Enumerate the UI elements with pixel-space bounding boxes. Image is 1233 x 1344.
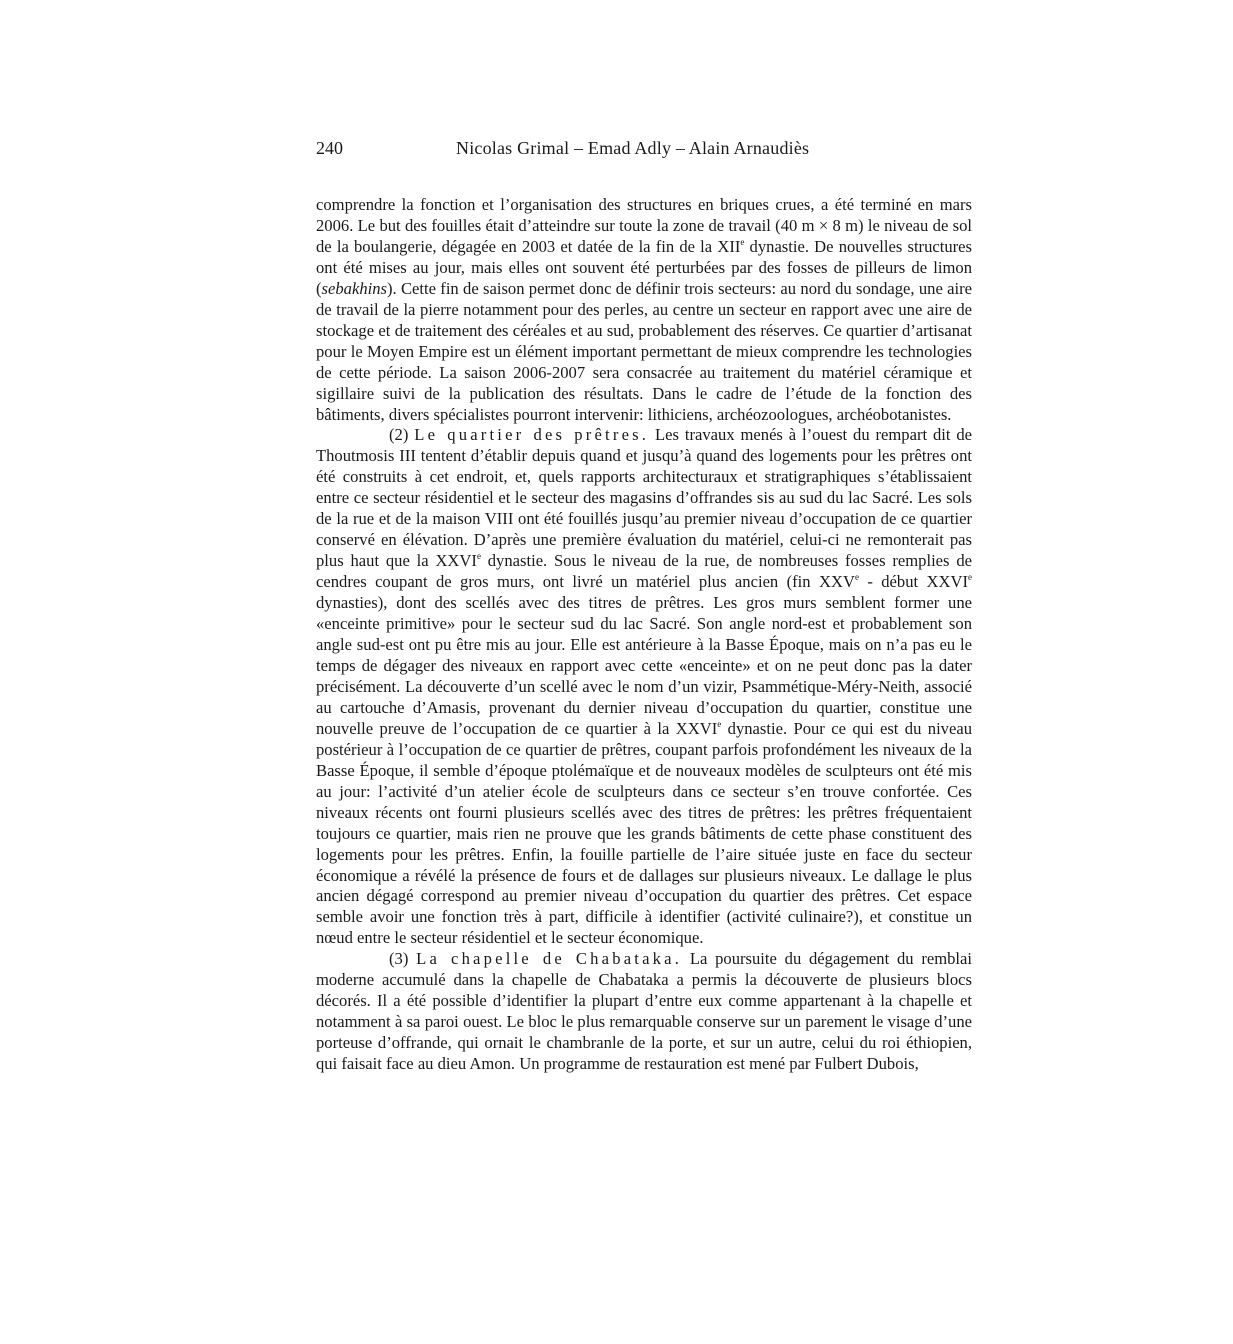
- section-number: (3): [389, 949, 417, 969]
- running-header: [316, 138, 974, 166]
- section-heading: La chapelle de Chabataka.: [416, 949, 683, 969]
- running-head-authors: Nicolas Grimal – Emad Adly – Alain Arnaudiès: [456, 138, 810, 158]
- italic-term: sebakhins: [321, 278, 387, 298]
- section-heading: Le quartier des prêtres.: [414, 425, 650, 445]
- body-text: [316, 195, 972, 1075]
- paragraph-1: comprendre la fonction et l’organisation des structures en briques crues, a été terminé en mars 2006. Le but des fouilles était d’atteindre sur toute la zone de travail (40 m × 8 m) le niveau de sol de la boulangerie, dégagée en 2003 et datée de la fin de la XIIe dynastie. De nouvelles structures ont été mises au jour, mais elles ont souvent été perturbées par des fosses de pilleurs de limon (sebakhins). Cette fin de saison permet donc de définir trois secteurs: au nord du sondage, une aire de travail de la pierre notamment pour des perles, au centre un secteur en rapport avec une aire de stockage et de traitement des céréales et au sud, probablement des réserves. Ce quartier d’artisanat pour le Moyen Empire est un élément important permettant de mieux comprendre les technologies de cette période. La saison 2006-2007 sera consacrée au traitement du matériel céramique et sigillaire suivi de la publication des résultats. Dans le cadre de l’étude de la fonction des bâtiments, divers spécialistes pourront intervenir: lithiciens, archéozoologues, archéobotanistes.: [316, 195, 972, 424]
- paragraph-3: (3) La chapelle de Chabataka. La poursuite du dégagement du remblai moderne accumulé dans la chapelle de Chabataka a permis la découverte de plusieurs blocs décorés. Il a été possible d’identifier la plupart d’entre eux comme appartenant à la chapelle et notamment à sa paroi ouest. Le bloc le plus remarquable conserve sur un parement le visage d’une porteuse d’offrande, qui ornait le chambranle de la porte, et sur un autre, celui du roi éthiopien, qui faisait face au dieu Amon. Un programme de restauration est mené par Fulbert Dubois,: [316, 949, 972, 1074]
- paragraph-2: (2) Le quartier des prêtres. Les travaux menés à l’ouest du rempart dit de Thoutmosis III tentent d’établir depuis quand et jusqu’à quand des logements pour les prêtres ont été construits à cet endroit, et, quels rapports architecturaux et stratigraphiques s’établissaient entre ce secteur résidentiel et le secteur des magasins d’offrandes sis au sud du lac Sacré. Les sols de la rue et de la maison VIII ont été fouillés jusqu’au premier niveau d’occupation de ce quartier conservé en élévation. D’après une première évaluation du matériel, celui-ci ne remonterait pas plus haut que la XXVIe dynastie. Sous le niveau de la rue, de nombreuses fosses remplies de cendres coupant de gros murs, ont livré un matériel plus ancien (fin XXVe - début XXVIe dynasties), dont des scellés avec des titres de prêtres. Les gros murs semblent former une «enceinte primitive» pour le secteur sud du lac Sacré. Son angle nord-est et probablement son angle sud-est ont pu être mis au jour. Elle est antérieure à la Basse Époque, mais on n’a pas eu le temps de dégager des niveaux en rapport avec cette «enceinte» et on ne peut donc pas la dater précisément. La découverte d’un scellé avec le nom d’un vizir, Psammétique-Méry-Neith, associé au cartouche d’Amasis, provenant du dernier niveau d’occupation du quartier, constitue une nouvelle preuve de l’occupation de ce quartier à la XXVIe dynastie. Pour ce qui est du niveau postérieur à l’occupation de ce quartier de prêtres, coupant parfois profondément les niveaux de la Basse Époque, il semble d’époque ptolémaïque et de nouveaux modèles de sculpteurs ont été mis au jour: l’activité d’un atelier école de sculpteurs dans ce secteur s’en trouve confortée. Ces niveaux récents ont fourni plusieurs scellés avec des titres de prêtres: les prêtres fréquentaient toujours ce quartier, mais rien ne prouve que les grands bâtiments de cette phase constituent des logements pour les prêtres. Enfin, la fouille partielle de l’aire située juste en face du secteur économique a révélé la présence de fours et de dallages sur plusieurs niveaux. Le dallage le plus ancien dégagé correspond au premier niveau d’occupation du quartier des prêtres. Cet espace semble avoir une fonction très à part, difficile à identifier (activité culinaire?), et constitue un nœud entre le secteur résidentiel et le secteur économique.: [316, 425, 973, 948]
- section-number: (2): [389, 425, 415, 445]
- page-number: 240: [316, 138, 343, 158]
